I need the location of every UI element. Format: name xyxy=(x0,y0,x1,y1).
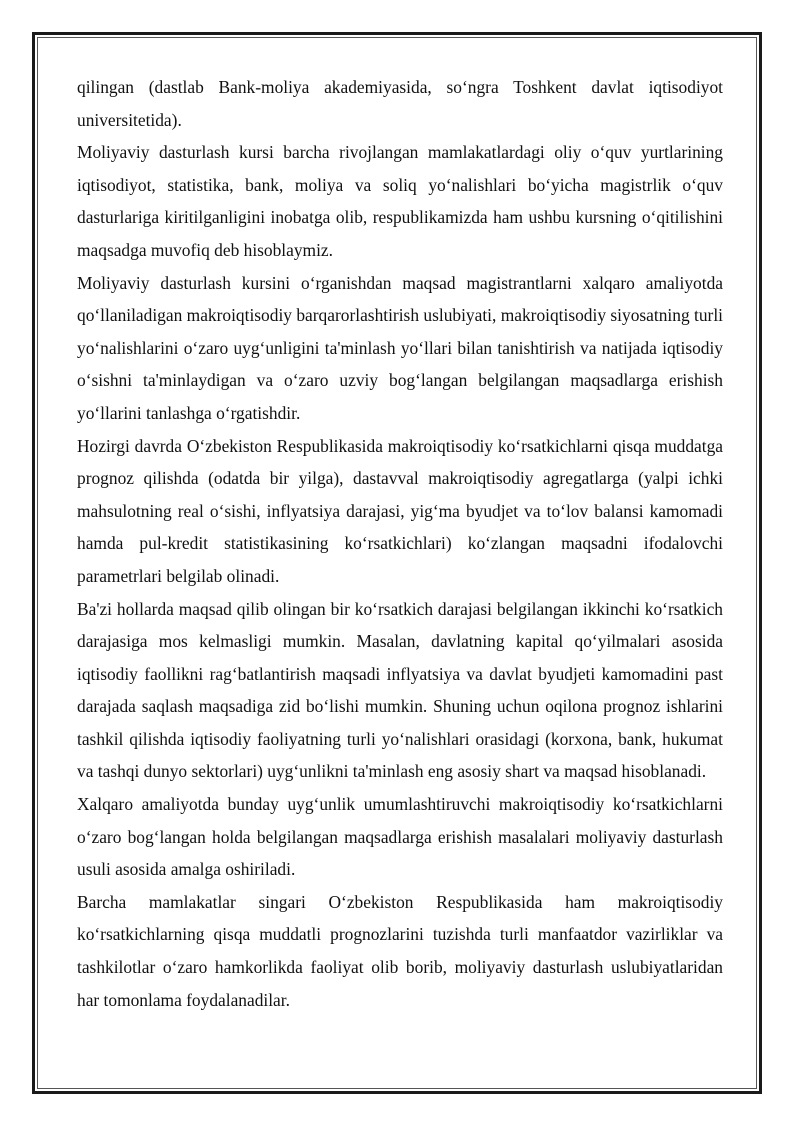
paragraph-6: Xalqaro amaliyotda bunday uyg‘unlik umumlashtiruvchi makroiqtisodiy ko‘rsatkichlarni o‘zaro bog‘langan holda belgilangan maqsadlarga erishish masalalari moliyaviy dasturlash usuli asosida amalga oshiriladi. xyxy=(77,794,723,880)
paragraph-4: Hozirgi davrda O‘zbekiston Respublikasida makroiqtisodiy ko‘rsatkichlarni qisqa muddatga prognoz qilishda (odatda bir yilga), dastavval makroiqtisodiy agregatlarga (yalpi ichki mahsulotning real o‘sishi, inflyatsiya darajasi, yig‘ma byudjet va to‘lov balansi kamomadi hamda pul-kredit statistikasining ko‘rsatkichlari) ko‘zlangan maqsadni ifodalovchi parametrlari belgilab olinadi. xyxy=(77,435,723,586)
paragraph-5: Ba'zi hollarda maqsad qilib olingan bir ko‘rsatkich darajasi belgilangan ikkinchi ko‘rsatkich darajasiga mos kelmasligi mumkin. Masalan, davlatning kapital qo‘yilmalari asosida iqtisodiy faollikni rag‘batlantirish maqsadi inflyatsiya va davlat byudjeti kamomadini past darajada saqlash maqsadiga zid bo‘lishi mumkin. Shuning uchun oqilona prognoz ishlarini tashkil qilishda iqtisodiy faoliyatning turli yo‘nalishlari orasidagi (korxona, bank, hukumat va tashqi dunyo sektorlari) uyg‘unlikni ta'minlash eng asosiy shart va maqsad hisoblanadi. xyxy=(77,598,723,782)
paragraph-3: Moliyaviy dasturlash kursini o‘rganishdan maqsad magistrantlarni xalqaro amaliyotda qo‘llaniladigan makroiqtisodiy barqarorlashtirish uslubiyati, makroiqtisodiy siyosatning turli yo‘nalishlarini o‘zaro uyg‘unligini ta'minlash yo‘llari bilan tanishtirish va natijada iqtisodiy o‘sishni ta'minlaydigan va o‘zaro uzviy bog‘langan belgilangan maqsadlarga erishish yo‘llarini tanlashga o‘rgatishdir. xyxy=(77,272,723,423)
paragraph-2: Moliyaviy dasturlash kursi barcha rivojlangan mamlakatlardagi oliy o‘quv yurtlarining iqtisodiyot, statistika, bank, moliya va soliq yo‘nalishlari bo‘yicha magistrlik o‘quv dasturlariga kiritilganligini inobatga olib, respublikamizda ham ushbu kursning o‘qitilishini maqsadga muvofiq deb hisoblaymiz. xyxy=(77,142,723,260)
document-body xyxy=(77,71,723,1016)
paragraph-1: qilingan (dastlab Bank-moliya akademiyasida, so‘ngra Toshkent davlat iqtisodiyot universitetida). xyxy=(77,77,723,130)
paragraph-7: Barcha mamlakatlar singari O‘zbekiston Respublikasida ham makroiqtisodiy ko‘rsatkichlarning qisqa muddatli prognozlarini tuzishda turli manfaatdor vazirliklar va tashkilotlar o‘zaro hamkorlikda faoliyat olib borib, moliyaviy dasturlash uslubiyatlaridan har tomonlama foydalanadilar. xyxy=(77,891,723,1010)
